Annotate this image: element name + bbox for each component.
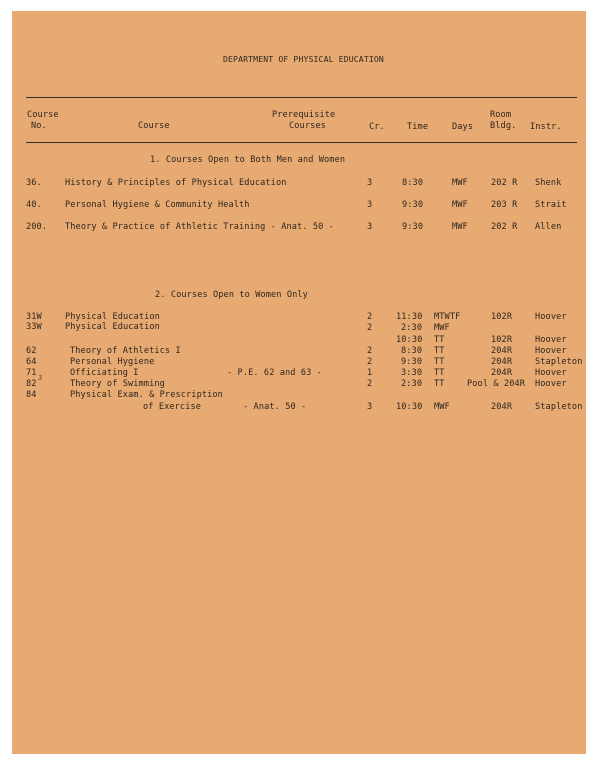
- prerequisite: - P.E. 62 and 63 -: [227, 368, 322, 378]
- credits: 3: [367, 178, 373, 188]
- days: MWF: [452, 178, 468, 188]
- days: MTWTF: [434, 312, 461, 322]
- time: 2:30: [401, 379, 423, 389]
- course-no: 36.: [26, 178, 42, 188]
- handwritten-mark: 3: [38, 374, 43, 382]
- course-no: 64: [26, 357, 37, 367]
- room: Pool & 204R: [467, 379, 526, 389]
- course-title: History & Principles of Physical Education: [65, 178, 287, 188]
- credits: 2: [367, 323, 373, 333]
- course-title: Theory of Swimming: [70, 379, 165, 389]
- col-course: Course: [138, 121, 170, 131]
- col-days: Days: [452, 122, 474, 132]
- days: MWF: [452, 200, 468, 210]
- instructor: Stapleton: [535, 357, 583, 367]
- credits: 3: [367, 222, 373, 232]
- course-title: Physical Education: [65, 322, 160, 332]
- section-heading: 2. Courses Open to Women Only: [155, 290, 308, 300]
- credits: 3: [367, 402, 373, 412]
- days: MWF: [434, 402, 450, 412]
- instructor: Stapleton: [535, 402, 583, 412]
- days: MWF: [452, 222, 468, 232]
- course-no: 200.: [26, 222, 48, 232]
- days: TT: [434, 357, 445, 367]
- credits: 2: [367, 312, 373, 322]
- time: 9:30: [402, 222, 424, 232]
- days: MWF: [434, 323, 450, 333]
- room: 202 R: [491, 178, 518, 188]
- page-title: DEPARTMENT OF PHYSICAL EDUCATION: [223, 54, 384, 64]
- course-title: of Exercise: [143, 402, 202, 412]
- time: 8:30: [401, 346, 423, 356]
- course-title: Theory of Athletics I: [70, 346, 181, 356]
- col-room-line1: Room: [490, 110, 512, 120]
- room: 204R: [491, 402, 513, 412]
- time: 10:30: [396, 335, 423, 345]
- course-no: 71: [26, 368, 37, 378]
- time: 9:30: [401, 357, 423, 367]
- col-room-line2: Bldg.: [490, 121, 517, 131]
- credits: 2: [367, 346, 373, 356]
- time: 9:30: [402, 200, 424, 210]
- col-instr: Instr.: [530, 122, 562, 132]
- section-heading: 1. Courses Open to Both Men and Women: [150, 155, 346, 165]
- time: 3:30: [401, 368, 423, 378]
- col-prereq-line2: Courses: [289, 121, 326, 131]
- room: 202 R: [491, 222, 518, 232]
- room: 204R: [491, 346, 513, 356]
- credits: 3: [367, 200, 373, 210]
- course-no: 84: [26, 390, 37, 400]
- instructor: Hoover: [535, 346, 567, 356]
- instructor: Hoover: [535, 368, 567, 378]
- col-cr: Cr.: [369, 122, 385, 132]
- col-course-no-line1: Course: [27, 110, 59, 120]
- credits: 1: [367, 368, 373, 378]
- instructor: Allen: [535, 222, 562, 232]
- room: 102R: [491, 312, 513, 322]
- course-no: 82: [26, 379, 37, 389]
- col-prereq-line1: Prerequisite: [272, 110, 336, 120]
- course-no: 33W: [26, 322, 42, 332]
- course-title: Physical Education: [65, 312, 160, 322]
- time: 10:30: [396, 402, 423, 412]
- credits: 2: [367, 379, 373, 389]
- course-title: Theory & Practice of Athletic Training - Anat. 50 -: [65, 222, 334, 232]
- course-no: 40.: [26, 200, 42, 210]
- instructor: Hoover: [535, 312, 567, 322]
- time: 8:30: [402, 178, 424, 188]
- time: 11:30: [396, 312, 423, 322]
- header-bottom-rule: [26, 142, 577, 143]
- instructor: Hoover: [535, 335, 567, 345]
- room: 203 R: [491, 200, 518, 210]
- days: TT: [434, 346, 445, 356]
- course-no: 62: [26, 346, 37, 356]
- instructor: Hoover: [535, 379, 567, 389]
- time: 2:30: [401, 323, 423, 333]
- course-title: Physical Exam. & Prescription: [70, 390, 223, 400]
- days: TT: [434, 368, 445, 378]
- instructor: Shenk: [535, 178, 562, 188]
- col-course-no-line2: No.: [31, 121, 47, 131]
- room: 102R: [491, 335, 513, 345]
- header-top-rule: [26, 97, 577, 98]
- room: 204R: [491, 357, 513, 367]
- room: 204R: [491, 368, 513, 378]
- credits: 2: [367, 357, 373, 367]
- course-no: 31W: [26, 312, 42, 322]
- days: TT: [434, 379, 445, 389]
- course-title: Personal Hygiene: [70, 357, 155, 367]
- days: TT: [434, 335, 445, 345]
- course-title: Personal Hygiene & Community Health: [65, 200, 250, 210]
- col-time: Time: [407, 122, 429, 132]
- prerequisite: - Anat. 50 -: [243, 402, 307, 412]
- instructor: Strait: [535, 200, 567, 210]
- course-title: Officiating I: [70, 368, 139, 378]
